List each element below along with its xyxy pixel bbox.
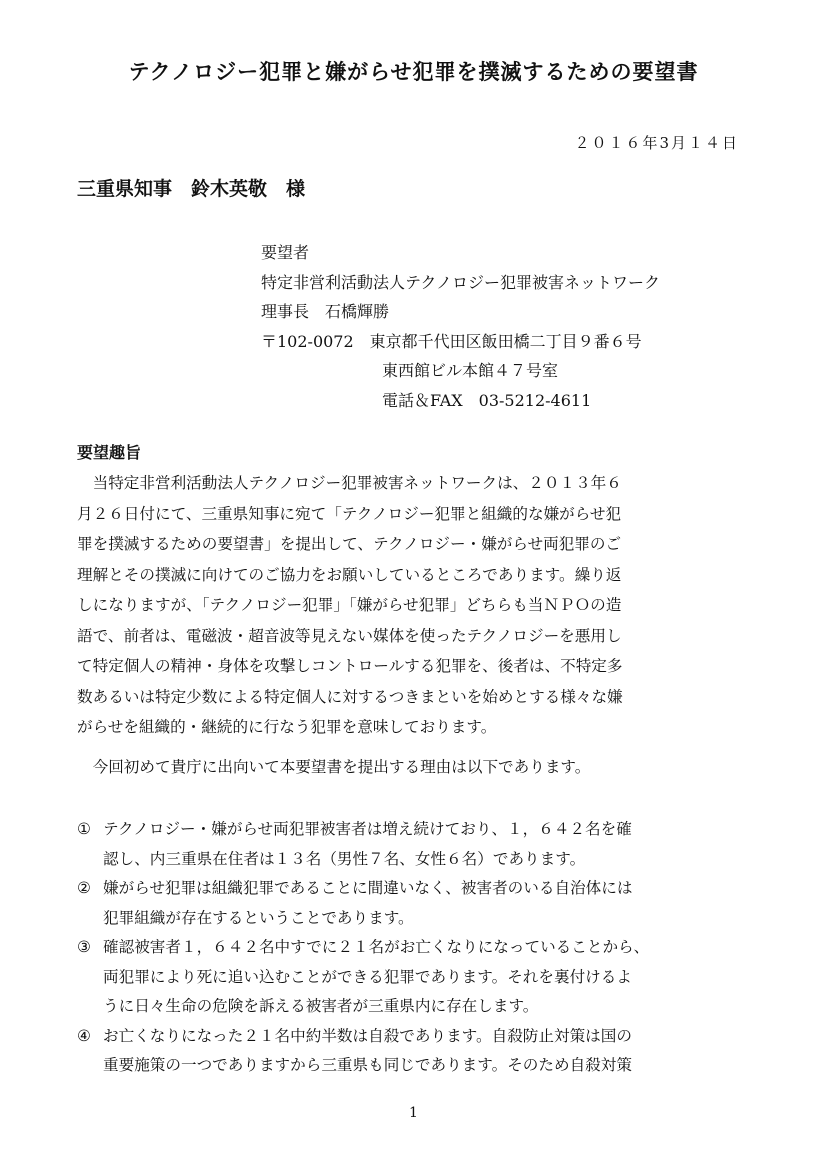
list-item <box>77 1022 767 1081</box>
list-item-line: お亡くなりになった２１名中約半数は自殺であります。自殺防止対策は国の <box>103 1026 632 1045</box>
body-paragraph <box>77 468 749 743</box>
sender-address-line1: 〒102-0072 東京都千代田区飯田橋二丁目９番６号 <box>261 331 642 351</box>
list-item-number: ④ <box>77 1026 91 1045</box>
sender-chairman: 理事長 石橋輝勝 <box>261 302 390 321</box>
list-item-line: うに日々生命の危険を訴える被害者が三重県内に存在します。 <box>103 997 539 1015</box>
document-date: ２０１６年3月１４日 <box>574 134 739 152</box>
list-item-line: 確認被害者１，６４２名中すでに２１名がお亡くなりになっていることから、 <box>103 938 650 956</box>
list-item-number: ② <box>77 879 91 897</box>
sender-address-line2: 東西館ビル本館４７号室 <box>382 361 559 380</box>
sender-label: 要望者 <box>261 243 310 262</box>
list-item-line: 両犯罪により死に追い込むことができる犯罪であります。それを裏付けるよ <box>103 967 632 986</box>
body-line: 当特定非営利活動法人テクノロジー犯罪被害ネットワークは、２０１３年６ <box>77 474 622 492</box>
document-title: テクノロジー犯罪と嫌がらせ犯罪を撲滅するための要望書 <box>128 60 699 84</box>
body-line: 数あるいは特定少数による特定個人に対するつきまといを始めとする様々な嫌 <box>77 687 623 706</box>
list-item-line: テクノロジー・嫌がらせ両犯罪被害者は増え続けており、１，６４２名を確 <box>103 820 632 838</box>
list-item-number: ① <box>77 820 91 838</box>
reason-line: 今回初めて貴庁に出向いて本要望書を提出する理由は以下であります。 <box>77 758 591 776</box>
body-line: しになりますが、「テクノロジー犯罪」「嫌がらせ犯罪」どちらも当ＮＰＯの造 <box>77 596 622 614</box>
list-item <box>77 933 767 1022</box>
list-item-line: 認し、内三重県在住者は１３名（男性７名、女性６名）であります。 <box>103 849 586 868</box>
list-item <box>77 874 767 933</box>
list-item-line: 重要施策の一つでありますから三重県も同じであります。そのため自殺対策 <box>103 1056 632 1074</box>
list-item-line: 犯罪組織が存在するということであります。 <box>103 908 414 927</box>
list-item-line: 嫌がらせ犯罪は組織犯罪であることに間違いなく、被害者のいる自治体には <box>103 879 633 897</box>
addressee: 三重県知事 鈴木英敬 様 <box>77 178 306 200</box>
sender-phone: 電話＆FAX 03-5212-4611 <box>382 390 592 410</box>
section-heading: 要望趣旨 <box>77 443 142 462</box>
body-line: 月２６日付にて、三重県知事に宛て「テクノロジー犯罪と組織的な嫌がらせ犯 <box>77 504 622 523</box>
body-line: がらせを組織的・継続的に行なう犯罪を意味しております。 <box>77 718 497 736</box>
body-line: 理解とその撲滅に向けてのご協力をお願いしているところであります。繰り返 <box>77 565 622 584</box>
sender-organization: 特定非営利活動法人テクノロジー犯罪被害ネットワーク <box>261 272 661 292</box>
body-line: 罪を撲滅するための要望書」を提出して、テクノロジー・嫌がらせ両犯罪のご <box>77 535 622 553</box>
sender-block <box>261 238 660 415</box>
page-number: 1 <box>409 1105 418 1121</box>
body-line: 語で、前者は、電磁波・超音波等見えない媒体を使ったテクノロジーを悪用し <box>77 626 622 645</box>
reason-list <box>77 815 767 1081</box>
list-item <box>77 815 767 874</box>
list-item-number: ③ <box>77 938 91 956</box>
body-line: て特定個人の精神・身体を攻撃しコントロールする犯罪を、後者は、不特定多 <box>77 657 623 675</box>
